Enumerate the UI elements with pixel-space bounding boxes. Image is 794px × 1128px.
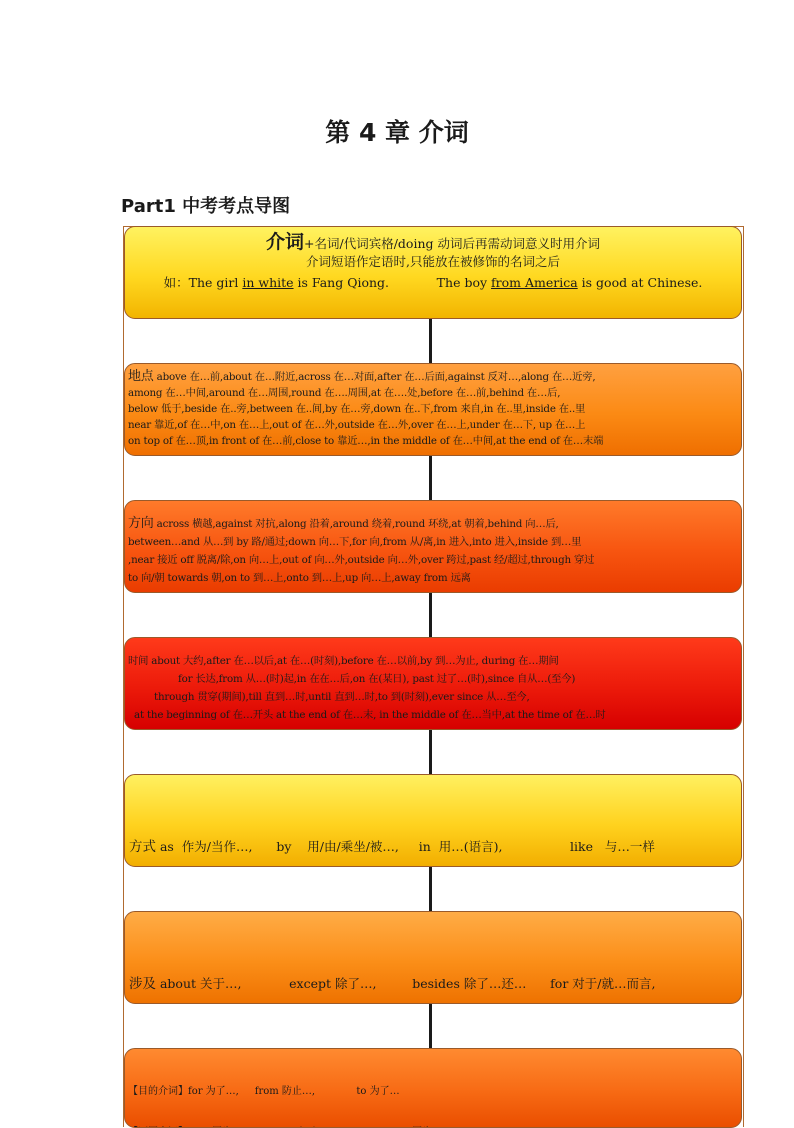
others-box: [124, 1048, 742, 1128]
place-line: below 低于,beside 在..旁,between 在..间,by 在…旁,down 在..下,from 来自,in 在..里,inside 在..里: [128, 401, 741, 417]
manner-box: [124, 774, 742, 867]
time-box: [124, 637, 742, 730]
connector-line: [429, 867, 432, 911]
direction-heading: 方向: [128, 516, 154, 531]
place-heading: 地点: [128, 369, 154, 384]
direction-line: ,near 接近 off 脱离/除,on 向…上,out of 向…外,outside 向…外,over 跨过,past 经/超过,through 穿过: [128, 551, 741, 569]
place-line: above 在…前,about 在…附近,across 在…对面,after 在…后面,against 反对…,along 在…近旁,: [154, 371, 596, 383]
connector-line: [429, 730, 432, 774]
time-line: for 长达,from 从…(时)起,in 在在…后,on 在(某日), past 过了…(时),since 自从…(至今): [128, 670, 741, 688]
about-line: about 关于…, except 除了…, besides 除了…还… for 对于/就…而言,: [156, 976, 655, 991]
chapter-title: 第 4 章 介词: [0, 113, 794, 149]
manner-line: as 作为/当作…, by 用/由/乘坐/被…, in 用…(语言), like 与…一样: [156, 839, 655, 854]
time-line: 时间 about 大约,after 在…以后,at 在…(时刻),before 在…以前,by 到…为止, during 在…期间: [128, 652, 741, 670]
direction-line: between…and 从…到 by 路/通过;down 向…下,for 向,from 从/离,in 进入,into 进入,inside 到…里: [128, 533, 741, 551]
intro-box: [124, 226, 742, 319]
direction-line: to 向/朝 towards 朝,on to 到…上,onto 到…上,up 向…上,away from 远离: [128, 569, 741, 587]
time-line: at the beginning of 在…开头 at the end of 在…末, in the middle of 在…当中,at the time of 在…时: [128, 706, 741, 724]
intro-example: 如：The girl in white is Fang Qiong. The boy from America is good at Chinese.: [125, 274, 741, 292]
place-box: [124, 363, 742, 456]
intro-rule: +名词/代词宾格/doing 动词后再需动词意义时用介词: [304, 236, 600, 251]
intro-heading: 介词: [266, 231, 304, 253]
manner-heading: 方式: [129, 839, 156, 855]
place-line: among 在…中间,around 在…周围,round 在….周围,at 在….处,before 在…前,behind 在…后,: [128, 385, 741, 401]
time-line: through 贯穿(期间),till 直到…时,until 直到…时,to 到(时刻),ever since 从…至今,: [128, 688, 741, 706]
connector-line: [429, 456, 432, 500]
place-line: near 靠近,of 在…中,on 在…上,out of 在…外,outside 在…外,over 在…上,under 在…下, up 在…上: [128, 417, 741, 433]
part-heading: Part1 中考考点导图: [121, 192, 290, 218]
direction-line: across 横越,against 对抗,along 沿着,around 绕着,round 环绕,at 朝着,behind 向…后,: [154, 518, 559, 530]
intro-rule-2: 介词短语作定语时,只能放在被修饰的名词之后: [125, 253, 741, 271]
connector-line: [429, 1004, 432, 1048]
direction-box: [124, 500, 742, 593]
connector-line: [429, 319, 432, 363]
about-box: [124, 911, 742, 1004]
purpose-line: 【目的介词】for 为了…, from 防止…, to 为了…: [128, 1085, 741, 1099]
about-heading: 涉及: [129, 976, 156, 992]
place-line: on top of 在…顶,in front of 在…前,close to 靠近…,in the middle of 在…中间,at the end of 在…末端: [128, 433, 741, 449]
connector-line: [429, 593, 432, 637]
